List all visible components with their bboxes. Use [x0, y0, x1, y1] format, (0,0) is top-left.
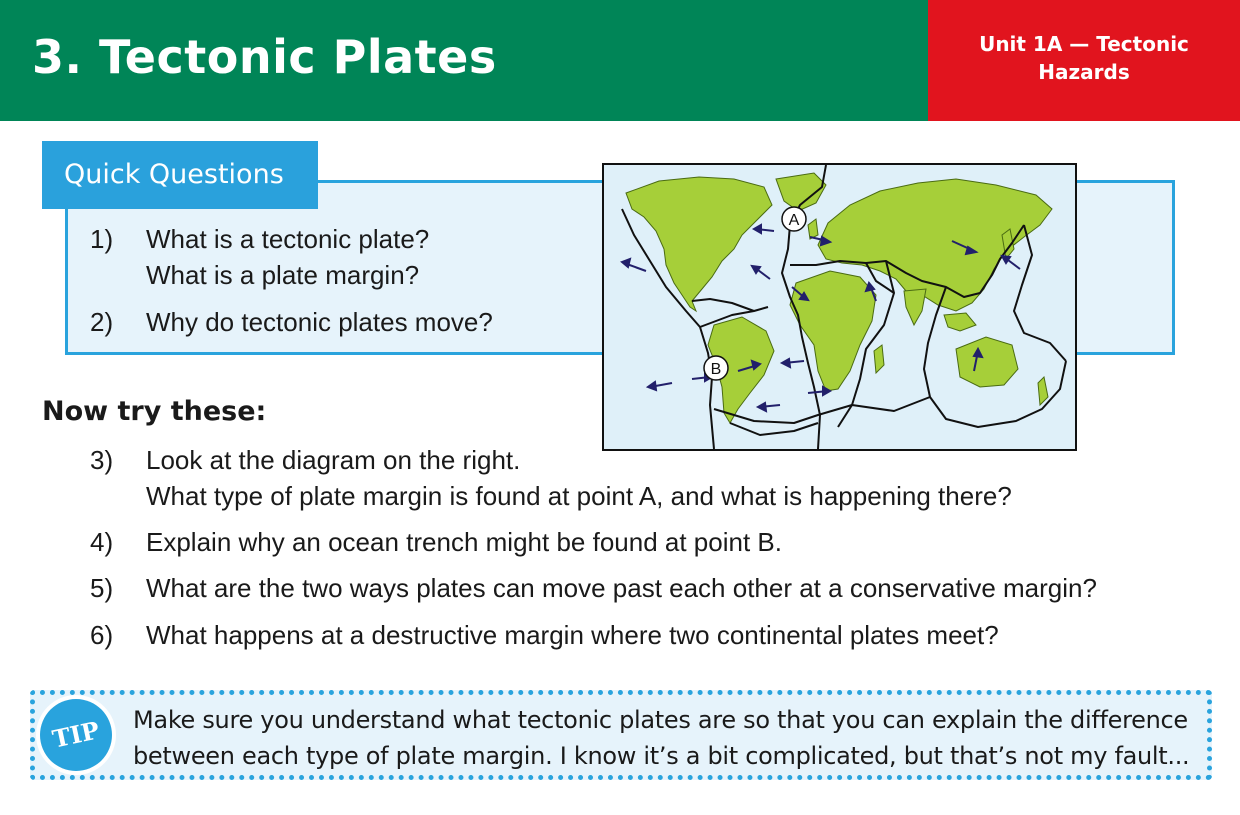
question-number: 5): [90, 573, 114, 603]
tip-badge-icon: [34, 693, 118, 777]
boundary-caribbean: [692, 299, 768, 311]
question-text: Explain why an ocean trench might be found at point B.: [146, 527, 782, 557]
arrow-west-4: [758, 403, 780, 411]
question-text: What are the two ways plates can move past each other at a conservative margin?: [146, 573, 1097, 603]
question-text: Why do tectonic plates move?: [146, 307, 493, 337]
unit-label-line1: Unit 1A — Tectonic: [979, 32, 1189, 56]
landmass-madagascar: [874, 345, 884, 373]
title-bar: [0, 0, 928, 121]
question-text-line2: What type of plate margin is found at point A, and what is happening there?: [146, 481, 1012, 511]
unit-label-line2: Hazards: [1038, 60, 1130, 84]
continents: [626, 173, 1052, 423]
tip-text-line2: between each type of plate margin. I know it’s a bit complicated, but that’s not my fault...: [133, 742, 1190, 770]
landmass-british-isles: [808, 219, 818, 239]
tip-text-line1: Make sure you understand what tectonic plates are so that you can explain the difference: [133, 706, 1188, 734]
question-number: 3): [90, 445, 114, 475]
question-text: What happens at a destructive margin where two continental plates meet?: [146, 620, 999, 650]
tip-badge-label: TIP: [49, 715, 102, 754]
now-try-heading: Now try these:: [42, 396, 267, 427]
landmass-north-america: [626, 177, 772, 311]
arrow-west-5: [754, 225, 774, 233]
point-b-marker: [704, 356, 728, 380]
arrow-northwest: [752, 266, 770, 279]
landmass-se-asia: [944, 313, 976, 331]
boundary-antarctic: [714, 397, 930, 423]
arrow-west-2: [648, 382, 672, 390]
arrow-west-1: [622, 259, 646, 271]
landmass-africa: [790, 271, 876, 391]
arrow-east-3: [808, 387, 830, 395]
question-number: 4): [90, 527, 114, 557]
tip-text: [133, 702, 1189, 774]
landmass-india: [904, 289, 926, 325]
landmass-australia: [956, 337, 1018, 387]
question-number: 1): [90, 224, 114, 254]
unit-label: [928, 30, 1240, 86]
point-a-label: A: [788, 212, 800, 229]
question-number: 6): [90, 620, 114, 650]
question-text: Look at the diagram on the right.: [146, 445, 521, 475]
question-text: What is a tectonic plate?: [146, 224, 430, 254]
plate-map-diagram: [602, 163, 1077, 451]
world-map-svg: [604, 165, 1075, 449]
boundary-scotia: [730, 423, 818, 435]
landmass-new-zealand: [1038, 377, 1048, 405]
point-a-marker: [782, 207, 806, 231]
unit-badge: [928, 0, 1240, 121]
arrow-northwest-2: [1002, 256, 1020, 269]
point-b-label: B: [710, 361, 722, 378]
question-text-line2: What is a plate margin?: [146, 260, 420, 290]
page-header: [0, 0, 1240, 121]
page-title: 3. Tectonic Plates: [32, 30, 497, 84]
question-number: 2): [90, 307, 114, 337]
arrow-west-3: [782, 359, 804, 367]
boundary-pacific-west: [1014, 225, 1066, 361]
quick-questions-tab: [42, 141, 318, 209]
quick-questions-heading: Quick Questions: [64, 159, 284, 190]
